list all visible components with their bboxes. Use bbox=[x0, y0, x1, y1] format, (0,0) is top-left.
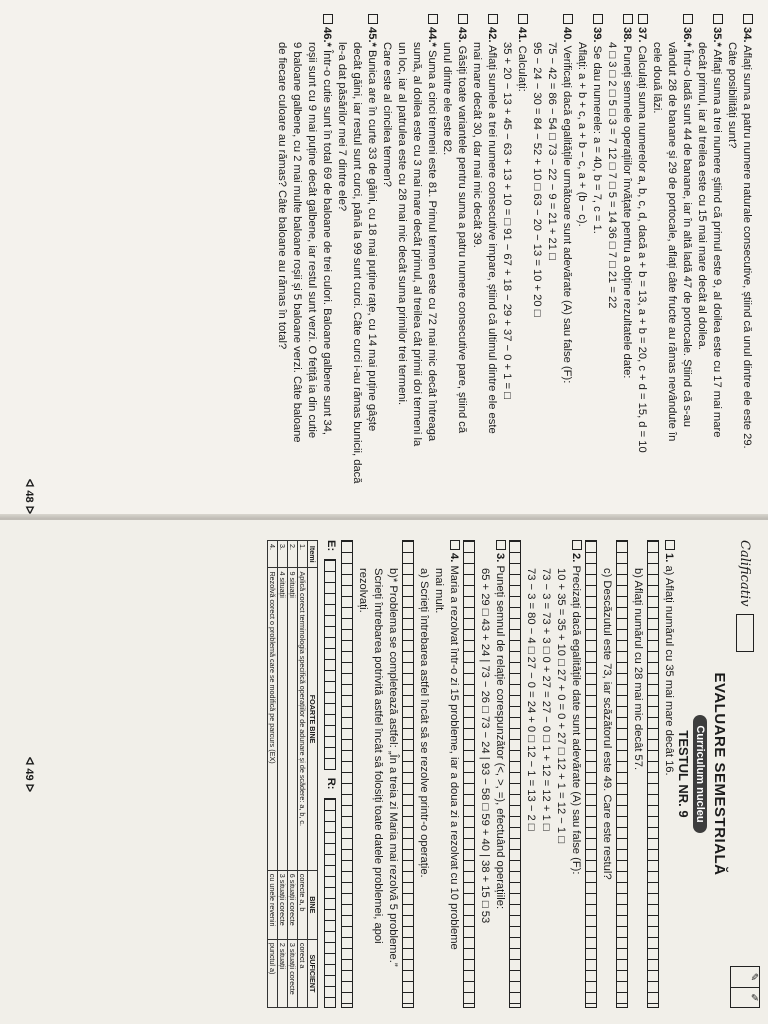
exercise-line bbox=[568, 540, 583, 1008]
exercise-line bbox=[559, 14, 574, 502]
exercise-number: 43. bbox=[456, 27, 468, 43]
exercise-checkbox[interactable] bbox=[368, 14, 378, 24]
exercise-line bbox=[679, 14, 694, 502]
rubric-cell: cu unele reveniri bbox=[268, 870, 278, 939]
exercise-line bbox=[394, 14, 409, 502]
exercise-number: 42. bbox=[486, 27, 498, 43]
curriculum-pill: Curriculum nucleu bbox=[693, 715, 707, 832]
rubric-cell: 3. bbox=[278, 541, 288, 568]
exercise-text: Maria a rezolvat într-o zi 15 probleme, iar a doua zi a rezolvat cu 10 probleme bbox=[448, 565, 460, 950]
exercise-line bbox=[649, 14, 664, 502]
exercise-line bbox=[694, 14, 709, 502]
exercise-line bbox=[424, 14, 439, 502]
exercise-line bbox=[599, 540, 614, 1008]
exercise-checkbox[interactable] bbox=[428, 14, 438, 24]
exercise-checkbox[interactable] bbox=[458, 14, 468, 24]
exercise-line bbox=[529, 14, 544, 502]
answer-grid[interactable] bbox=[585, 540, 597, 1008]
exercise-text: Câte posibilități sunt? bbox=[726, 42, 738, 149]
exercise-line bbox=[634, 14, 649, 502]
right-page-number: ᐊ 49 ᐅ bbox=[23, 756, 36, 793]
evaluation-title: EVALUARE SEMESTRIALĂ bbox=[711, 672, 728, 876]
rubric-cell: 1. bbox=[298, 541, 308, 568]
exercise-text: 4 □ 3 □ 2 □ 5 □ 3 = 7 12 □ 7 □ 5 = 14 36 □ 7 □ 21 = 22 bbox=[606, 42, 618, 309]
exercise-line bbox=[630, 540, 645, 1008]
exercise-text: de fiecare culoare au rămas? Câte baloane au rămas în total? bbox=[276, 42, 288, 350]
exercise-number: 39. bbox=[591, 27, 603, 43]
exercise-text: 35 + 20 − 13 + 45 − 63 + 13 + 10 = □ 91 − 67 + 18 − 29 + 37 − 0 + 1 = □ bbox=[501, 42, 513, 399]
exercise-line bbox=[499, 14, 514, 502]
exercise-number: 45.* bbox=[366, 27, 378, 47]
exercise-checkbox[interactable] bbox=[563, 14, 573, 24]
rubric-header: SUFICIENT bbox=[308, 939, 318, 1007]
exercise-line bbox=[544, 14, 559, 502]
exercise-number: 46.* bbox=[321, 27, 333, 47]
answer-grid[interactable] bbox=[463, 540, 475, 1008]
exercise-line bbox=[416, 540, 431, 1008]
eye-icon: ✎ bbox=[748, 972, 759, 982]
exercise-checkbox[interactable] bbox=[623, 14, 633, 24]
exercise-text: mai mare decât 30, dar mai mic decât 39. bbox=[471, 42, 483, 248]
exercise-checkbox[interactable] bbox=[593, 14, 603, 24]
calificativ-box[interactable] bbox=[736, 614, 754, 652]
exercise-text: Aflați suma a trei numere știind că primul este 9, al doilea este cu 17 mai mare bbox=[711, 49, 723, 438]
exercise-number: 35.* bbox=[711, 27, 723, 47]
exercise-text: Calculați suma numerelor a, b, c, d, dacă a + b = 13, a + b = 20, c + d = 15, d = 10 bbox=[636, 45, 648, 453]
exercise-number: 4. bbox=[448, 553, 460, 563]
exercise-line bbox=[454, 14, 469, 502]
exercise-text: 9 baloane galbene, cu 2 mai multe baloane roșii și 5 baloane verzi. Câte baloane bbox=[291, 42, 303, 443]
exercise-line bbox=[431, 540, 446, 1008]
exercise-checkbox[interactable] bbox=[743, 14, 753, 24]
exercise-line bbox=[739, 14, 754, 502]
exercise-text: roșii sunt cu 9 mai puține decât galbene, iar restul sunt verzi. O fetiță ia din cutie bbox=[306, 42, 318, 439]
exercise-text: 10 + 35 = 35 + 10 □ 27 + 0 = 0 + 27 □ 12 + 1 = 12 − 1 □ bbox=[555, 568, 567, 844]
exercise-text: mai mult. bbox=[433, 568, 445, 614]
right-page bbox=[0, 520, 768, 1024]
exercise-line bbox=[477, 540, 492, 1008]
rubric-row bbox=[298, 541, 308, 1008]
exercise-number: 37. bbox=[636, 27, 648, 43]
exercise-text: Scrieți întrebarea potrivită astfel încât să folosiți toate datele problemei, apoi bbox=[372, 568, 384, 944]
exercise-text: rezolvați. bbox=[357, 568, 369, 613]
exercise-text: vândut 28 de banane și 29 de portocale, aflați câte fructe au rămas nevândute în bbox=[666, 42, 678, 442]
rubric-cell: punctul a) bbox=[268, 939, 278, 1007]
exercise-line bbox=[574, 14, 589, 502]
exercise-text: Puneți semnele operațiilor învățate pentru a obține rezultatele date: bbox=[621, 45, 633, 379]
exercise-line bbox=[370, 540, 385, 1008]
exercise-text: Se dau numerele: a = 40, b = 7, c = 1. bbox=[591, 45, 603, 234]
exercise-checkbox[interactable] bbox=[488, 14, 498, 24]
exercise-text: 73 − 3 = 80 − 4 □ 27 − 0 = 24 + 0 □ 12 − 1 = 13 − 2 □ bbox=[525, 568, 537, 831]
exercise-line bbox=[514, 14, 529, 502]
exercise-number: 34. bbox=[741, 27, 753, 43]
rubric-cell: Aplică corect terminologia specifică operațiilor de adunare și de scădere: a, b, c. bbox=[298, 568, 308, 870]
exercise-checkbox[interactable] bbox=[323, 14, 333, 24]
r-answer-grid[interactable] bbox=[324, 798, 336, 1009]
exercise-number: 36.* bbox=[681, 27, 693, 47]
exercise-number: 40. bbox=[561, 27, 573, 43]
exercise-text: sumă, al doilea este cu 3 mai mare decât primul, al treilea cât primii doi termeni la bbox=[411, 42, 423, 447]
answer-grid[interactable] bbox=[341, 540, 353, 1008]
exercise-text: a) Scrieți întrebarea astfel încât să se rezolve printr-o operație. bbox=[418, 568, 430, 878]
exercise-line bbox=[604, 14, 619, 502]
rubric-cell: corect a bbox=[298, 939, 308, 1007]
exercise-line bbox=[319, 14, 334, 502]
exercise-checkbox[interactable] bbox=[496, 540, 506, 550]
exercise-checkbox[interactable] bbox=[665, 540, 675, 550]
exercise-text: decât primul, iar al treilea este cu 15 mai mare decât al doilea. bbox=[696, 42, 708, 350]
exercise-text: cele două lăzi. bbox=[651, 42, 663, 114]
rubric-cell: 2 situații bbox=[278, 939, 288, 1007]
r-label: R: bbox=[325, 777, 337, 790]
rubric-cell: 2. bbox=[288, 541, 298, 568]
exercise-line bbox=[492, 540, 507, 1008]
exercise-number: 1. bbox=[663, 553, 675, 563]
exercise-checkbox[interactable] bbox=[683, 14, 693, 24]
rubric-cell: 9 situații bbox=[288, 568, 298, 870]
answer-grid[interactable] bbox=[616, 540, 628, 1008]
exercise-text: Aflați suma a patru numere naturale consecutive, știind că unul dintre ele este 29. bbox=[741, 45, 753, 449]
exercise-line bbox=[364, 14, 379, 502]
exercise-text: Care este al cincilea termen? bbox=[381, 42, 393, 187]
exercise-text: 65 + 29 □ 43 + 24 | 73 − 26 □ 73 − 24 | 93 − 58 □ 59 + 40 | 38 + 15 □ 53 bbox=[479, 568, 491, 924]
exercise-number: 44.* bbox=[426, 27, 438, 47]
exercise-text: Suma a cinci termeni este 81. Primul termen este cu 72 mai mic decât întreaga bbox=[426, 50, 438, 442]
rubric-cell: Rezolvă corect o problemă care se modifică pe parcurs (EX) bbox=[268, 568, 278, 870]
exercise-text: Puneți semnul de relație corespunzător (<, >, =), efectuând operațiile: bbox=[494, 565, 506, 910]
exercise-line bbox=[385, 540, 400, 1008]
rubric-row bbox=[278, 541, 288, 1008]
exercise-text: 95 − 24 − 30 = 84 − 52 + 10 □ 63 − 20 − 13 = 10 + 20 □ bbox=[531, 42, 543, 317]
exercise-line bbox=[274, 14, 289, 502]
test-title: TESTUL NR. 9 bbox=[676, 730, 691, 818]
exercise-line bbox=[553, 540, 568, 1008]
exercise-text: Într-o ladă sunt 44 de banane, iar în altă ladă 47 de portocale. Știind că s-au bbox=[681, 50, 693, 427]
exercise-line bbox=[589, 14, 604, 502]
exercise-text: Aflați sumele a trei numere consecutive impare, știind că ultimul dintre ele este bbox=[486, 45, 498, 434]
exercise-text: Aflați: a + b + c, a + b − c, a + (b − c). bbox=[576, 42, 588, 227]
left-exercise-list bbox=[274, 14, 754, 502]
exercise-text: a) Aflați numărul cu 35 mai mare decât 16. bbox=[663, 565, 675, 776]
exercise-line bbox=[538, 540, 553, 1008]
exercise-line bbox=[349, 14, 364, 502]
exercise-text: le-a dat păsărilor mei 7 dintre ele? bbox=[336, 42, 348, 212]
exercise-text: Într-o cutie sunt în total 69 de baloane de trei culori. Baloane galbene sunt 34, bbox=[321, 50, 333, 436]
rubric-header: FOARTE BINE bbox=[308, 568, 318, 870]
answer-grid[interactable] bbox=[647, 540, 659, 1008]
exercise-line bbox=[446, 540, 461, 1008]
e-label: E: bbox=[325, 540, 337, 552]
exercise-text: 75 − 42 = 86 − 54 □ 73 − 22 − 9 = 21 + 21 □ bbox=[546, 42, 558, 260]
exercise-number: 3. bbox=[494, 553, 506, 563]
exercise-line bbox=[409, 14, 424, 502]
exercise-line bbox=[619, 14, 634, 502]
exercise-text: b) Aflați numărul cu 28 mai mic decât 57. bbox=[632, 568, 644, 771]
exercise-checkbox[interactable] bbox=[572, 540, 582, 550]
exercise-text: Verificați dacă egalitățile următoare sunt adevărate (A) sau false (F): bbox=[561, 45, 573, 384]
rubric-cell: 3 situații corecte bbox=[278, 870, 288, 939]
pencil-icon: ✐ bbox=[731, 987, 759, 1007]
exercise-text: decât găini, iar restul sunt curci, până la 99 sunt curci. Câte curci i-au rămas bunicii, dacă bbox=[351, 42, 363, 484]
exercise-line bbox=[334, 14, 349, 502]
exercise-text: c) Descăzutul este 73, iar scăzătorul este 49. Care este restul? bbox=[601, 568, 613, 880]
exercise-line bbox=[379, 14, 394, 502]
exercise-text: Precizați dacă egalitățile date sunt adevărate (A) sau false (F): bbox=[570, 565, 582, 875]
teacher-icons bbox=[730, 966, 760, 1008]
exercise-number: 38. bbox=[621, 27, 633, 43]
rubric-cell: 6 situații corecte bbox=[288, 870, 298, 939]
answer-grid[interactable] bbox=[402, 540, 414, 1008]
exercise-text: unul dintre ele este 82. bbox=[441, 42, 453, 156]
exercise-text: Bunica are în curte 33 de găini, cu 18 mai puține rațe, cu 14 mai puține gâște bbox=[366, 50, 378, 432]
exercise-text: un loc, iar al patrulea este cu 28 mai mic decât suma primilor trei termeni. bbox=[396, 42, 408, 406]
left-page-number: ᐊ 48 ᐅ bbox=[23, 478, 36, 515]
assessment-rubric bbox=[267, 540, 318, 1008]
exercise-line bbox=[484, 14, 499, 502]
exercise-line bbox=[289, 14, 304, 502]
exercise-checkbox[interactable] bbox=[713, 14, 723, 24]
exercise-line bbox=[304, 14, 319, 502]
exercise-text: Calculați: bbox=[516, 45, 528, 92]
exercise-line bbox=[355, 540, 370, 1008]
exercise-line bbox=[439, 14, 454, 502]
exercise-number: 41. bbox=[516, 27, 528, 43]
rubric-cell: 4. bbox=[268, 541, 278, 568]
exercise-text: b)* Problema se completează astfel: „În a treia zi Maria mai rezolvă 5 probleme.” bbox=[387, 568, 399, 967]
exercise-checkbox[interactable] bbox=[450, 540, 460, 550]
rubric-row bbox=[268, 541, 278, 1008]
exercise-checkbox[interactable] bbox=[518, 14, 528, 24]
rubric-cell: 3 situații corecte bbox=[288, 939, 298, 1007]
rubric-cell: 4 situații bbox=[278, 568, 288, 870]
calificativ-label: Calificativ bbox=[737, 540, 753, 607]
exercise-number: 2. bbox=[570, 553, 582, 563]
answer-grid[interactable] bbox=[509, 540, 521, 1008]
e-answer-grid[interactable] bbox=[324, 559, 336, 770]
right-page-content bbox=[0, 520, 768, 1024]
exercise-checkbox[interactable] bbox=[638, 14, 648, 24]
exercise-line bbox=[724, 14, 739, 502]
rubric-row bbox=[288, 541, 298, 1008]
rubric-cell: corecte a, b bbox=[298, 870, 308, 939]
right-exercise-list bbox=[341, 540, 676, 1008]
exercise-text: 73 − 3 = 73 + 3 □ 0 + 27 = 27 − 0 □ 1 + 12 = 12 + 1 □ bbox=[540, 568, 552, 831]
exercise-line bbox=[664, 14, 679, 502]
exercise-line bbox=[661, 540, 676, 1008]
rubric-header: Itemi bbox=[308, 541, 318, 568]
exercise-text: Găsiți toate variantele pentru suma a patru numere consecutive pare, știind că bbox=[456, 45, 468, 434]
exercise-line bbox=[709, 14, 724, 502]
rubric-header: BINE bbox=[308, 870, 318, 939]
exercise-line bbox=[469, 14, 484, 502]
exercise-line bbox=[523, 540, 538, 1008]
